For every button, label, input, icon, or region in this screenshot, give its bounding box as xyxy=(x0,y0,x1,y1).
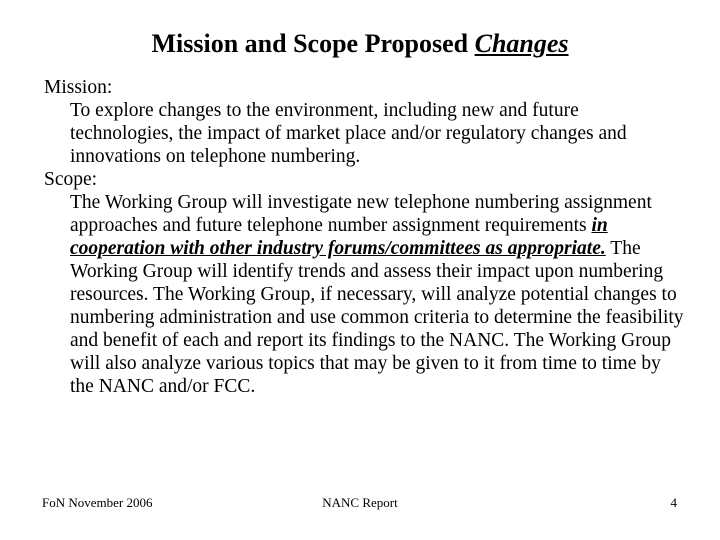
footer-date: FoN November 2006 xyxy=(42,495,153,510)
scope-emphasis: in cooperation with other industry forums/committees as appropriate. xyxy=(70,215,608,259)
mission-heading: Mission: xyxy=(44,77,113,98)
scope-heading: Scope: xyxy=(44,169,98,190)
scope-paragraph xyxy=(44,191,684,398)
scope-text-before: The Working Group will investigate new telephone numbering assignment approaches and future telephone number assignment requirements xyxy=(70,192,652,236)
page-number: 4 xyxy=(670,495,677,510)
slide-title xyxy=(0,28,720,59)
slide-title-emphasis: Changes xyxy=(474,29,569,58)
mission-text: To explore changes to the environment, including new and future technologies, the impact of market place and/or regulatory changes and innovations on telephone numbering. xyxy=(70,100,627,167)
scope-text-after: The Working Group will identify trends and assess their impact upon numbering resources. The Working Group, if necessary, will analyze potential changes to numbering administration and use common criteria to determine the feasibility and benefit of each and report its findings to the NANC. The Working Group will also analyze various topics that may be given to it from time to time by the NANC and/or FCC. xyxy=(70,238,684,397)
slide-title-text: Mission and Scope Proposed xyxy=(151,29,475,58)
footer-title: NANC Report xyxy=(322,495,398,510)
slide-body xyxy=(44,76,684,398)
